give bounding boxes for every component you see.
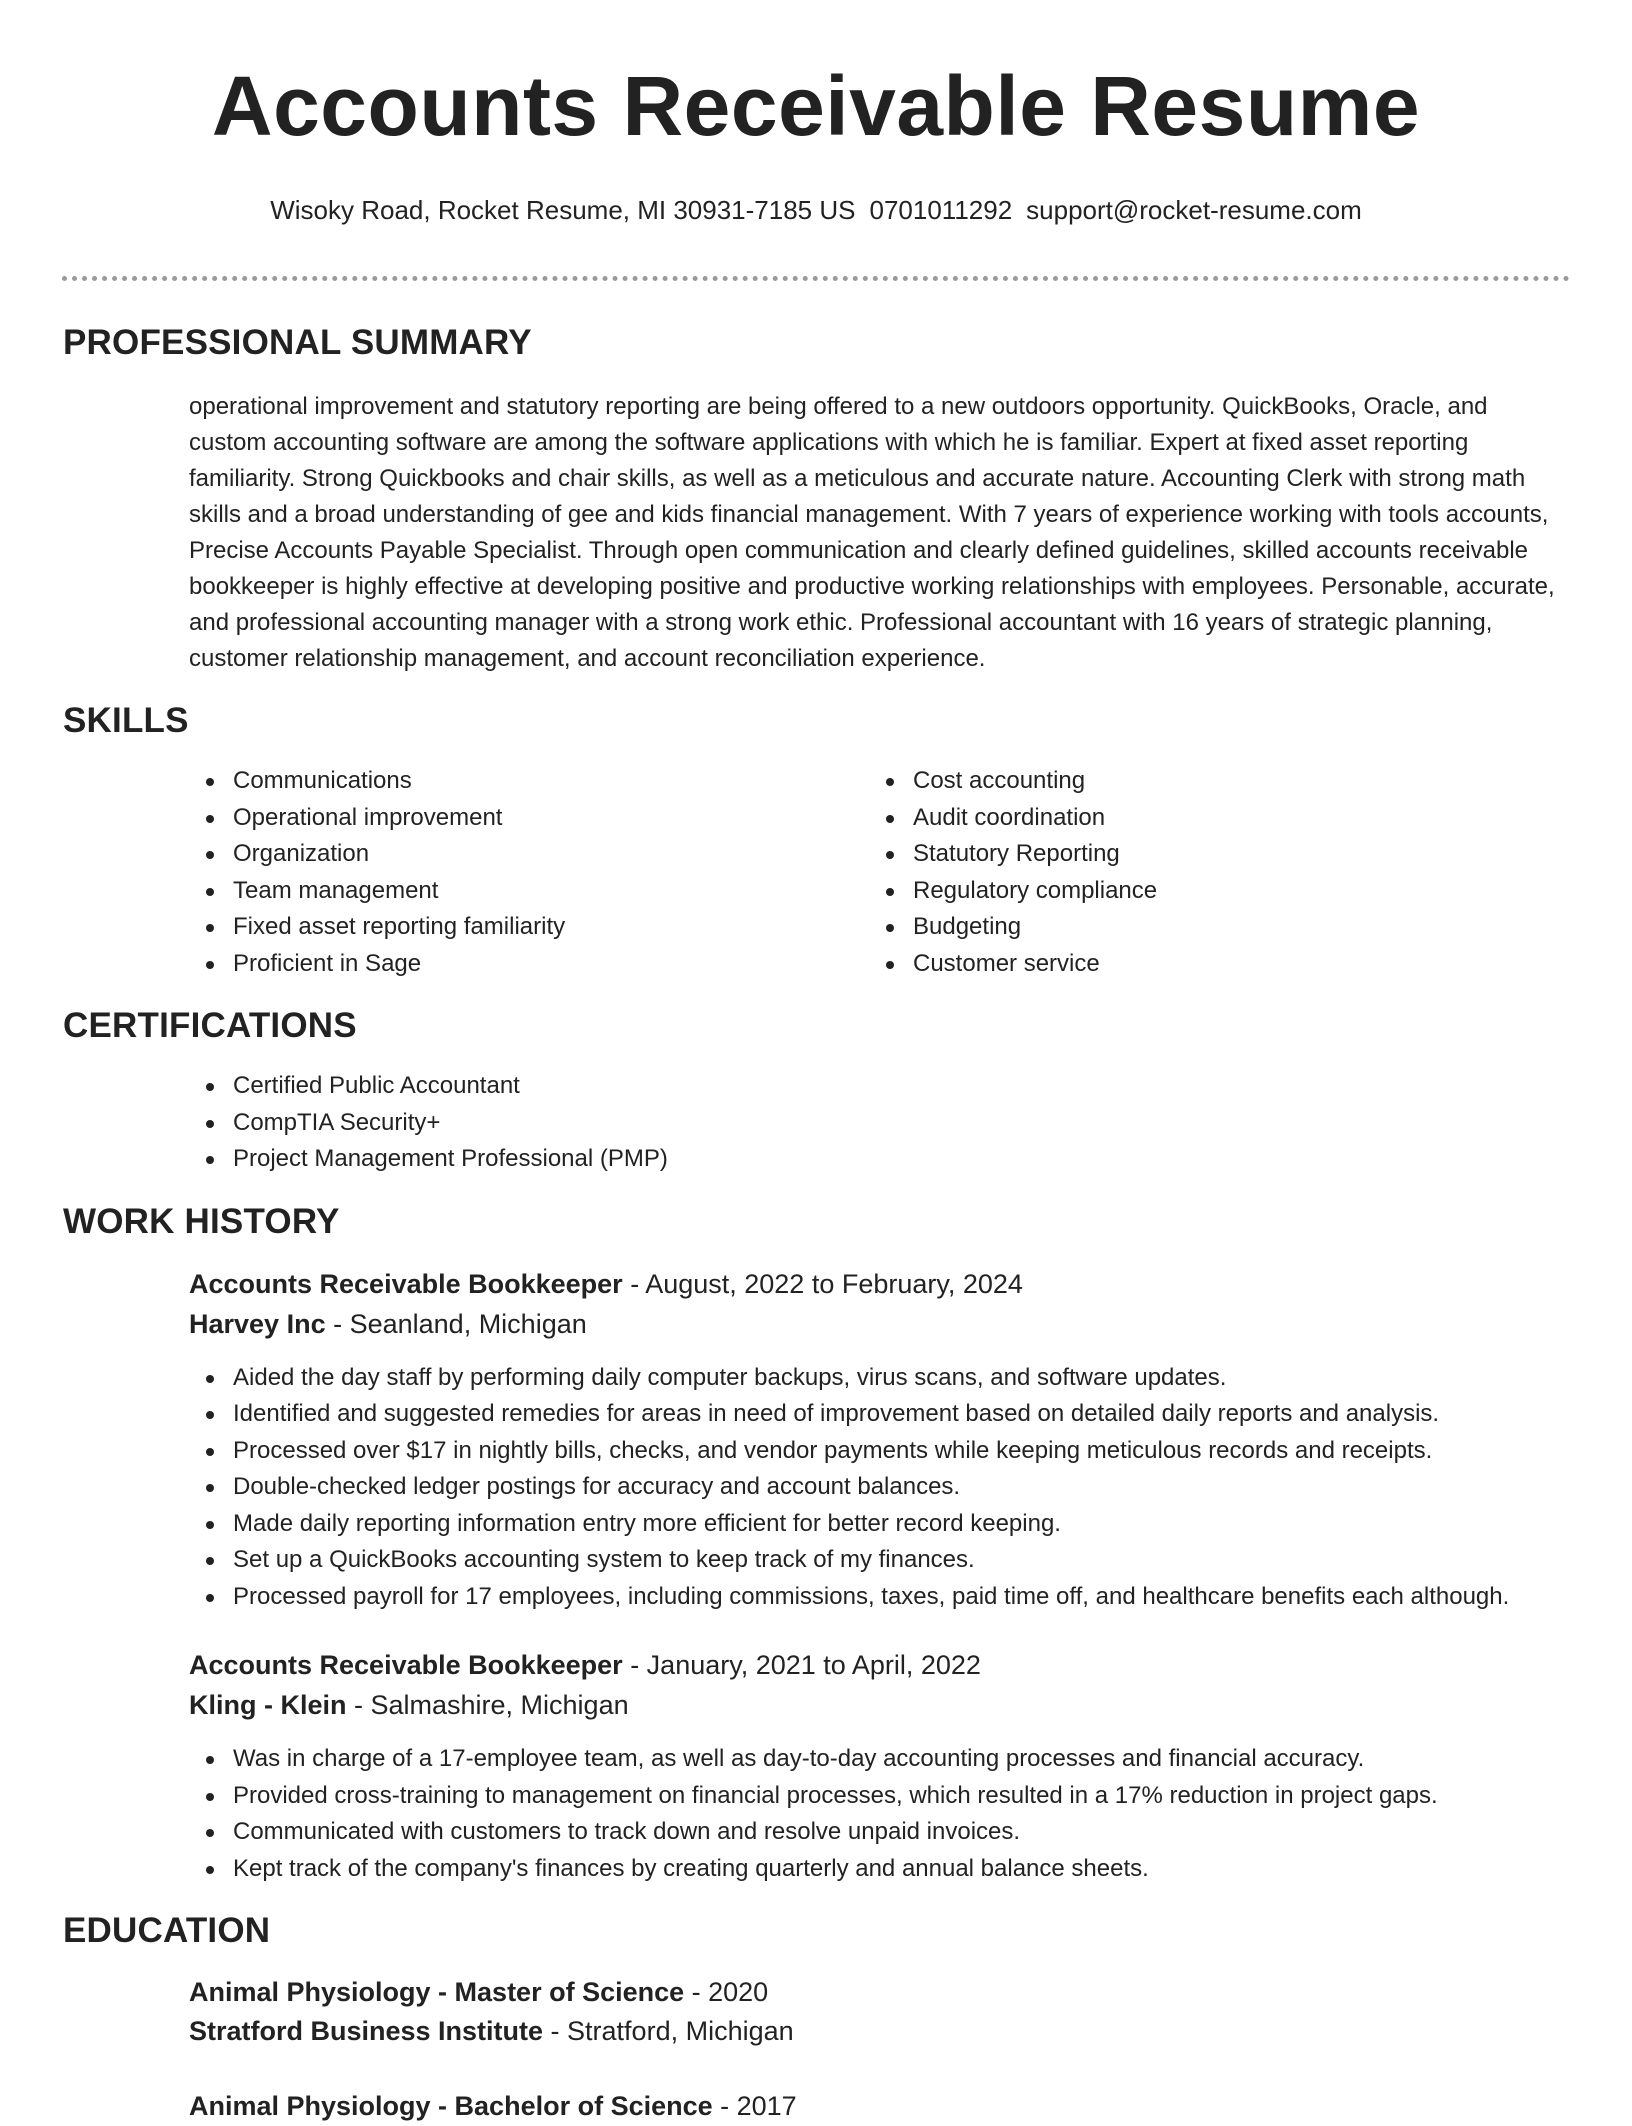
education-degree-line (189, 1973, 1632, 2012)
resume-title: Accounts Receivable Resume (211, 59, 1421, 153)
education-degree-line (189, 2087, 1632, 2126)
job-dates: - August, 2022 to February, 2024 (622, 1268, 1023, 1299)
summary-text: operational improvement and statutory reporting are being offered to a new outdoors opportunity. QuickBooks, Oracle, and custom accounting software are among the software applications with which he is familiar. Expert at fixed asset reporting familiarity. Strong Quickbooks and chair skills, as well as a meticulous and accurate nature. Accounting Clerk with strong math skills and a broad understanding of gee and kids financial management. With 7 years of experience working with tools accounts, Precise Accounts Payable Specialist. Through open communication and clearly defined guidelines, skilled accounts receivable bookkeeper is highly effective at developing positive and productive working relationships with employees. Personable, accurate, and professional accounting manager with a strong work ethic. Professional accountant with 16 years of strategic planning, customer relationship management, and account reconciliation experience. (189, 393, 1555, 672)
education-location: - Stratford, Michigan (543, 2016, 794, 2046)
work-history-heading: WORK HISTORY (63, 1201, 340, 1241)
header-divider (62, 276, 1570, 281)
education-entry (0, 2087, 1632, 2126)
job-duty: Aided the day staff by performing daily computer backups, virus scans, and software updates. (189, 1360, 1632, 1397)
education-year: - 2020 (684, 1977, 769, 2007)
job-duty: Processed over $17 in nightly bills, checks, and vendor payments while keeping meticulous records and receipts. (189, 1433, 1632, 1470)
summary-heading: PROFESSIONAL SUMMARY (63, 323, 532, 362)
contact-address: Wisoky Road, Rocket Resume, MI 30931-7185 US (270, 195, 856, 225)
skill-item: Budgeting (869, 909, 1549, 946)
job-role: Accounts Receivable Bookkeeper (189, 1650, 623, 1680)
skills-heading: SKILLS (63, 701, 189, 740)
certification-item: Project Management Professional (PMP) (189, 1141, 1632, 1178)
skill-item: Fixed asset reporting familiarity (189, 909, 869, 946)
job-title-line (189, 1645, 1632, 1685)
skills-column-right (869, 763, 1549, 982)
job-duty: Provided cross-training to management on financial processes, which resulted in a 17% reduction in project gaps. (189, 1778, 1632, 1815)
skills-column-left (189, 763, 869, 982)
job-duty: Communicated with customers to track down and resolve unpaid invoices. (189, 1814, 1632, 1851)
skill-item: Communications (189, 763, 869, 800)
certification-item: CompTIA Security+ (189, 1105, 1632, 1142)
education-heading: EDUCATION (63, 1911, 271, 1950)
certifications-heading: CERTIFICATIONS (63, 1006, 357, 1045)
job-duty: Was in charge of a 17-employee team, as well as day-to-day accounting processes and financial accuracy. (189, 1741, 1632, 1778)
job-duty: Kept track of the company's finances by creating quarterly and annual balance sheets. (189, 1851, 1632, 1888)
education-school-line (189, 2012, 1632, 2051)
education-year: - 2017 (712, 2091, 797, 2121)
job-title-line (189, 1264, 1632, 1304)
job-company-line (189, 1685, 1632, 1725)
skill-item: Regulatory compliance (869, 873, 1549, 910)
job-duty: Set up a QuickBooks accounting system to keep track of my finances. (189, 1542, 1632, 1579)
skill-item: Statutory Reporting (869, 836, 1549, 873)
education-degree: Animal Physiology - Master of Science (189, 1977, 685, 2007)
education-degree: Animal Physiology - Bachelor of Science (189, 2091, 713, 2121)
job-duty: Identified and suggested remedies for areas in need of improvement based on detailed daily reports and analysis. (189, 1396, 1632, 1433)
job-dates: - January, 2021 to April, 2022 (622, 1650, 981, 1680)
skill-item: Proficient in Sage (189, 946, 869, 983)
certifications-list (189, 1068, 1632, 1178)
contact-line (0, 194, 1632, 226)
contact-phone: 0701011292 (869, 195, 1013, 225)
job-company-line (189, 1304, 1632, 1344)
skill-item: Cost accounting (869, 763, 1549, 800)
job-duty: Made daily reporting information entry more efficient for better record keeping. (189, 1506, 1632, 1543)
skill-item: Team management (189, 873, 869, 910)
skills-list (189, 763, 1632, 982)
job-duties-list (189, 1741, 1632, 1887)
education-entry (0, 1973, 1632, 2051)
skill-item: Audit coordination (869, 800, 1549, 837)
education-school: Stratford Business Institute (189, 2016, 544, 2046)
skill-item: Organization (189, 836, 869, 873)
job-location: - Seanland, Michigan (325, 1308, 587, 1339)
job-duty: Processed payroll for 17 employees, including commissions, taxes, paid time off, and healthcare benefits each although. (189, 1579, 1632, 1616)
job-location: - Salmashire, Michigan (346, 1690, 629, 1720)
contact-email[interactable]: support@rocket-resume.com (1026, 195, 1362, 225)
job-entry (0, 1264, 1632, 1616)
job-duty: Double-checked ledger postings for accuracy and account balances. (189, 1469, 1632, 1506)
job-role: Accounts Receivable Bookkeeper (189, 1268, 623, 1299)
job-company: Harvey Inc (189, 1308, 326, 1339)
skill-item: Operational improvement (189, 800, 869, 837)
certification-item: Certified Public Accountant (189, 1068, 1632, 1105)
skill-item: Customer service (869, 946, 1549, 983)
job-entry (0, 1645, 1632, 1887)
job-duties-list (189, 1360, 1632, 1616)
job-company: Kling - Klein (189, 1690, 347, 1720)
